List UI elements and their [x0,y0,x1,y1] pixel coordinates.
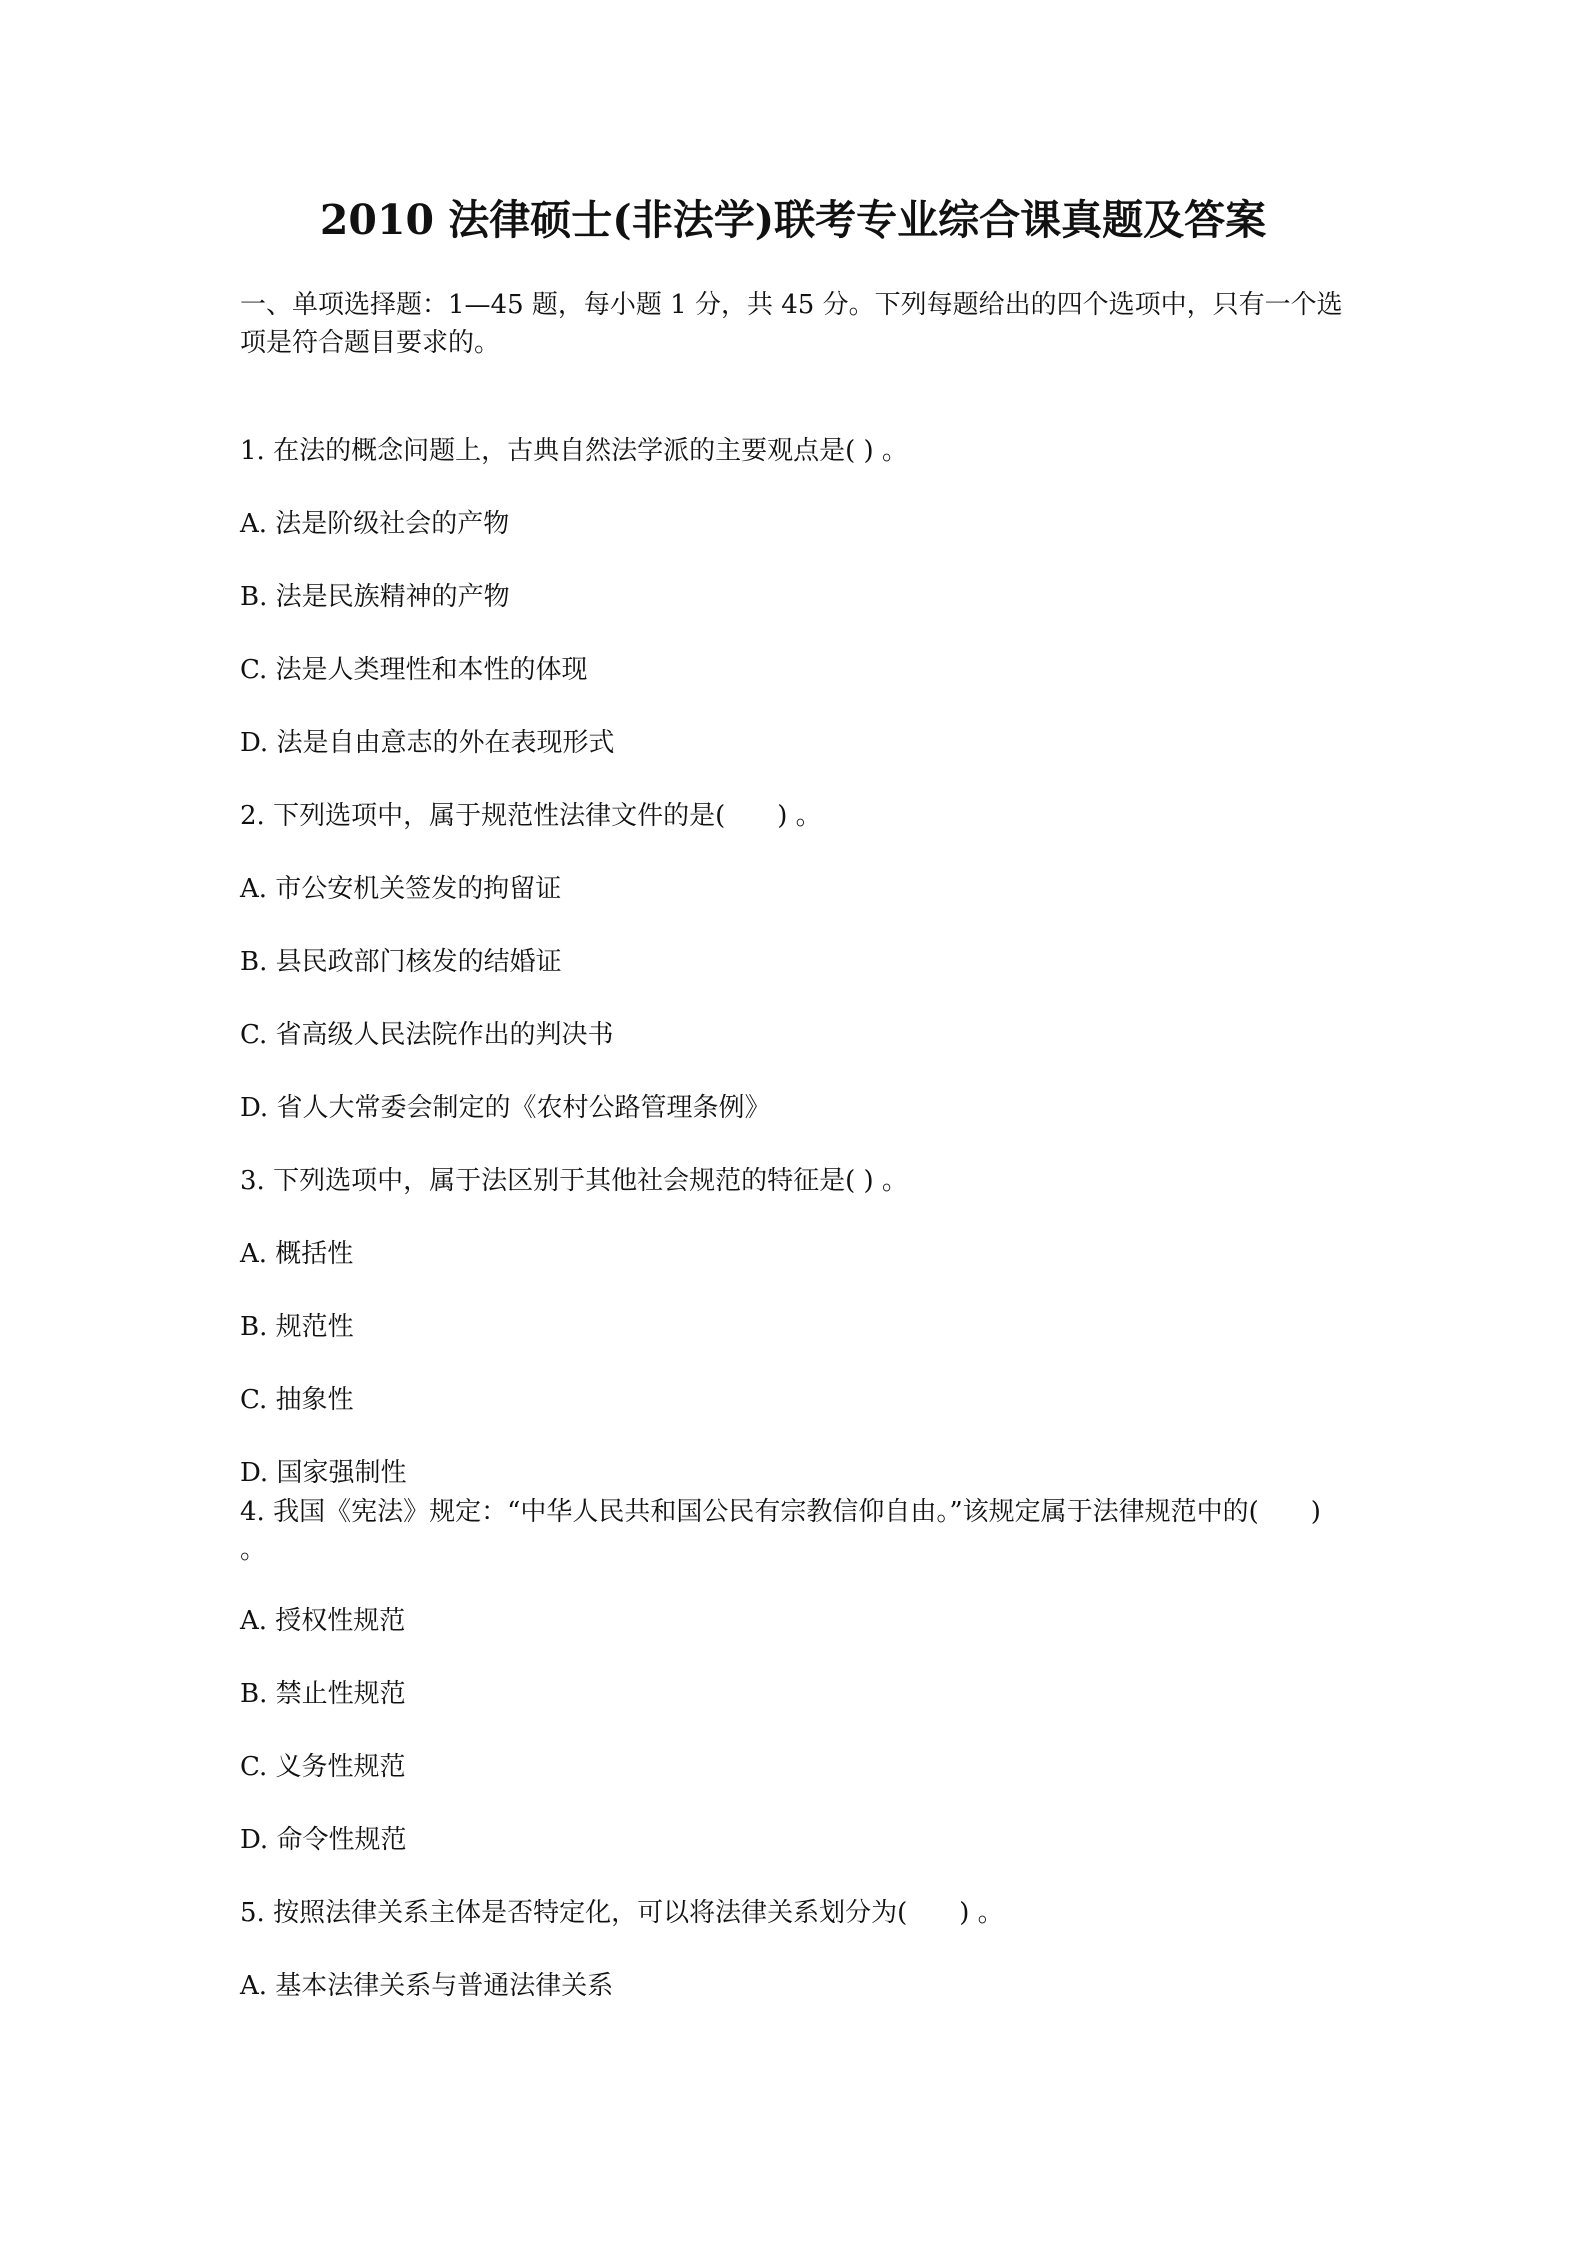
question-2-stem: 2. 下列选项中，属于规范性法律文件的是( ) 。 [240,801,822,831]
question-3-option-b: B. 规范性 [240,1312,354,1342]
section-instructions: 一、单项选择题：1—45 题，每小题 1 分，共 45 分。下列每题给出的四个选项中，只有一个选项是符合题目要求的。 [240,290,1343,358]
question-4-option-c: C. 义务性规范 [240,1752,406,1782]
question-3-option-a: A. 概括性 [240,1239,354,1269]
question-3-stem: 3. 下列选项中，属于法区别于其他社会规范的特征是( ) 。 [240,1166,908,1196]
question-2-option-a: A. 市公安机关签发的拘留证 [240,874,562,904]
question-5-stem: 5. 按照法律关系主体是否特定化，可以将法律关系划分为( ) 。 [240,1898,1004,1928]
question-2-option-d: D. 省人大常委会制定的《农村公路管理条例》 [240,1093,771,1123]
question-1-stem: 1. 在法的概念问题上，古典自然法学派的主要观点是( ) 。 [240,436,908,466]
question-4-option-b: B. 禁止性规范 [240,1679,406,1709]
question-2-option-b: B. 县民政部门核发的结婚证 [240,947,562,977]
question-1-option-d: D. 法是自由意志的外在表现形式 [240,728,615,758]
question-1-option-b: B. 法是民族精神的产物 [240,582,510,612]
question-1-option-c: C. 法是人类理性和本性的体现 [240,655,588,685]
question-2-option-c: C. 省高级人民法院作出的判决书 [240,1020,614,1050]
question-1-option-a: A. 法是阶级社会的产物 [240,509,510,539]
question-4-stem: 4. 我国《宪法》规定：“中华人民共和国公民有宗教信仰自由。”该规定属于法律规范中的( ) 。 [240,1497,1321,1565]
question-4-option-a: A. 授权性规范 [240,1606,406,1636]
document-title: 2010 法律硕士(非法学)联考专业综合课真题及答案 [319,196,1267,244]
question-3-option-c: C. 抽象性 [240,1385,354,1415]
question-5-option-a: A. 基本法律关系与普通法律关系 [240,1971,614,2001]
question-4-option-d: D. 命令性规范 [240,1825,407,1855]
question-3-option-d: D. 国家强制性 [240,1458,407,1488]
